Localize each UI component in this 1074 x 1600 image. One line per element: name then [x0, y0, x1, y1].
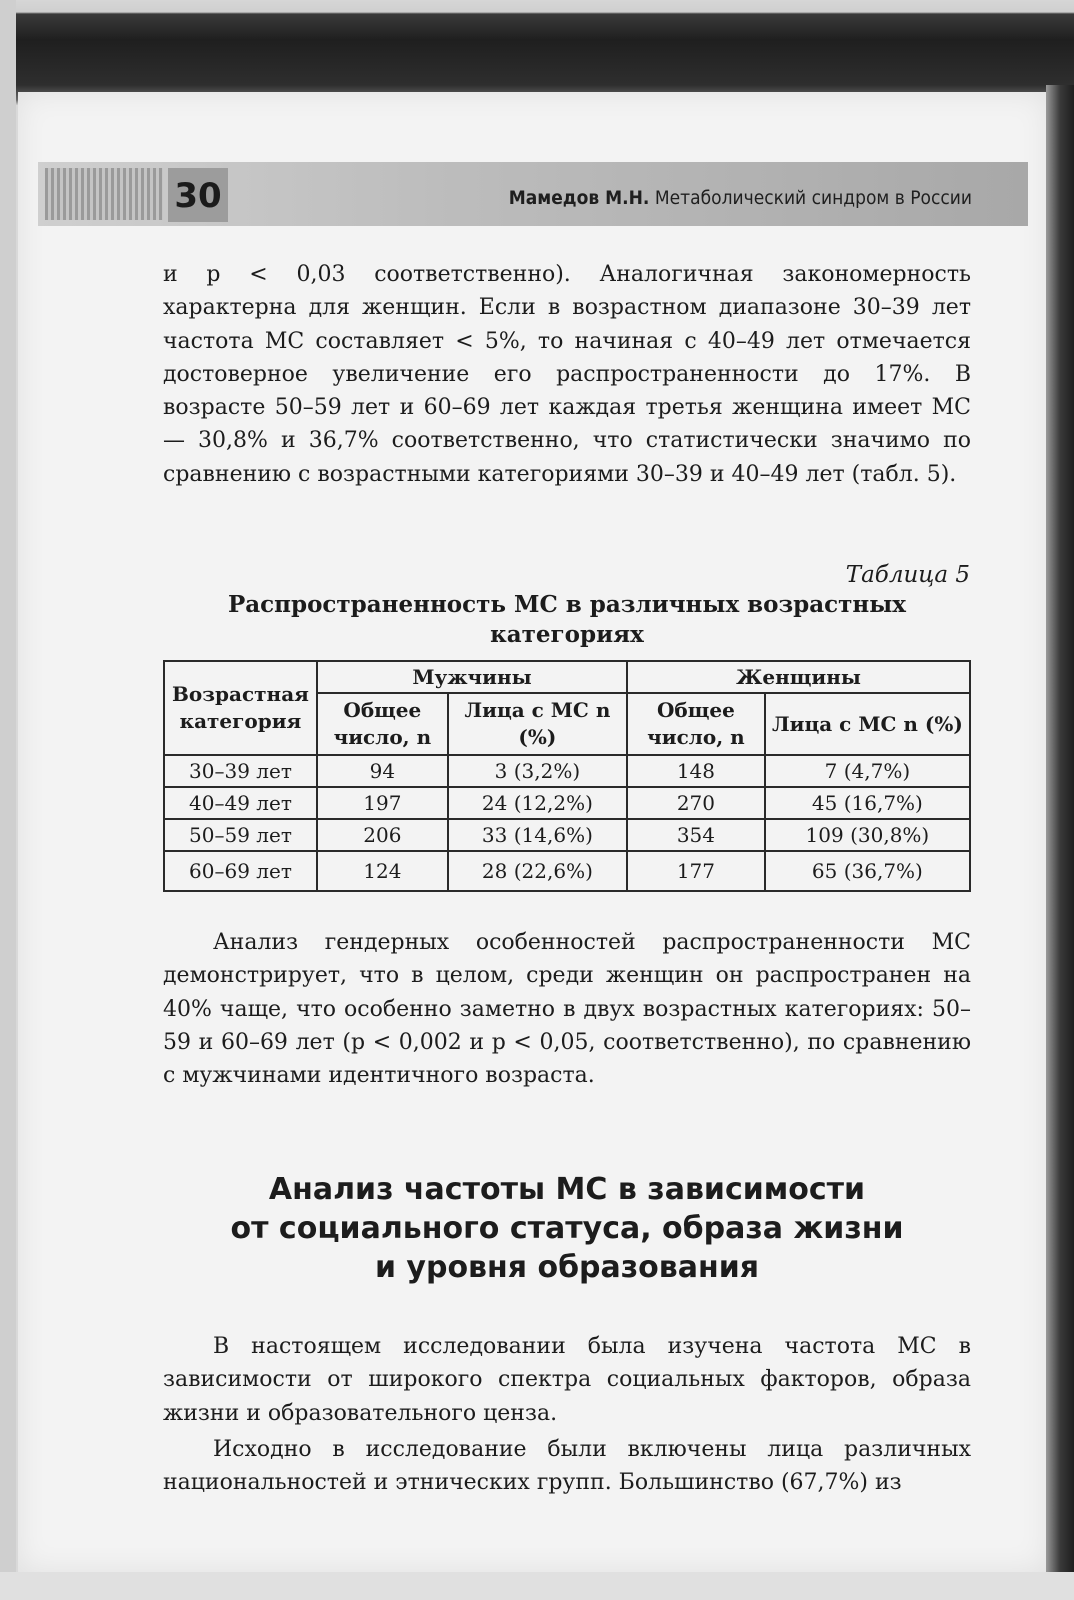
cell-men-total: 124: [317, 851, 448, 891]
cell-age: 40–49 лет: [164, 787, 317, 819]
table-title: Распространенность МС в различных возрастных категориях: [227, 591, 907, 648]
cell-men-total: 206: [317, 819, 448, 851]
header-decoration: [45, 168, 163, 220]
cell-men-ms: 3 (3,2%): [448, 755, 627, 787]
cell-women-total: 148: [627, 755, 765, 787]
cell-men-total: 94: [317, 755, 448, 787]
cell-women-total: 354: [627, 819, 765, 851]
section-heading: [163, 1170, 971, 1287]
table-row: [164, 819, 970, 851]
cell-men-ms: 24 (12,2%): [448, 787, 627, 819]
col-group-men: Мужчины: [317, 661, 627, 693]
cell-age: 50–59 лет: [164, 819, 317, 851]
cell-age: 30–39 лет: [164, 755, 317, 787]
cell-men-ms: 33 (14,6%): [448, 819, 627, 851]
cell-women-ms: 7 (4,7%): [765, 755, 970, 787]
paragraph-1: и p < 0,03 соответственно). Аналогичная закономерность характерна для женщин. Если в возрастном диапазоне 30–39 лет частота МС составляет < 5%, то начиная с 40–49 лет отмечается достоверное увеличение его распространенности до 17%. В возрасте 50–59 лет и 60–69 лет каждая третья женщина имеет МС — 30,8% и 36,7% соответственно, что статистически значимо по сравнению с возрастными категориями 30–39 и 40–49 лет (табл. 5).: [163, 262, 971, 487]
col-header-men-total: Общее число, n: [317, 693, 448, 755]
running-head-title: Метаболический синдром в России: [654, 187, 972, 209]
cell-age: 60–69 лет: [164, 851, 317, 891]
cell-women-total: 270: [627, 787, 765, 819]
col-group-women: Женщины: [627, 661, 970, 693]
scan-right-edge: [1046, 85, 1074, 1600]
running-head: [490, 178, 972, 218]
scan-bottom-band: [0, 1572, 1074, 1600]
col-header-women-ms: Лица с МС n (%): [765, 693, 970, 755]
running-head-author: Мамедов М.Н.: [508, 187, 650, 209]
table-label: Таблица 5: [845, 562, 970, 588]
col-header-men-ms: Лица с МС n (%): [448, 693, 627, 755]
paragraph-2: Анализ гендерных особенностей распространенности МС демонстрирует, что в целом, среди женщин он распространен на 40% чаще, что особенно заметно в двух возрастных категориях: 50–59 и 60–69 лет (p < 0,002 и p < 0,05, соответственно), по сравнению с мужчинами идентичного возраста.: [163, 930, 971, 1089]
scan-left-strip: [0, 0, 16, 1600]
section-heading-line-1: Анализ частоты МС в зависимости: [268, 1172, 866, 1207]
col-header-age: Возрастная категория: [164, 661, 317, 755]
cell-men-ms: 28 (22,6%): [448, 851, 627, 891]
scan-top-band: [0, 0, 1074, 105]
cell-men-total: 197: [317, 787, 448, 819]
page-number: 30: [168, 168, 228, 222]
cell-women-ms: 65 (36,7%): [765, 851, 970, 891]
paragraph-3: В настоящем исследовании была изучена частота МС в зависимости от широкого спектра социальных факторов, образа жизни и образовательного ценза.: [163, 1334, 971, 1426]
table-row: [164, 787, 970, 819]
ms-prevalence-table: [163, 660, 971, 892]
table-row: [164, 851, 970, 891]
cell-women-ms: 109 (30,8%): [765, 819, 970, 851]
table-row: [164, 755, 970, 787]
paragraph-4: Исходно в исследование были включены лица различных национальностей и этнических групп. Большинство (67,7%) из: [163, 1437, 971, 1496]
col-header-women-total: Общее число, n: [627, 693, 765, 755]
section-heading-line-2: от социального статуса, образа жизни: [230, 1211, 904, 1246]
cell-women-ms: 45 (16,7%): [765, 787, 970, 819]
section-heading-line-3: и уровня образования: [374, 1250, 760, 1285]
cell-women-total: 177: [627, 851, 765, 891]
